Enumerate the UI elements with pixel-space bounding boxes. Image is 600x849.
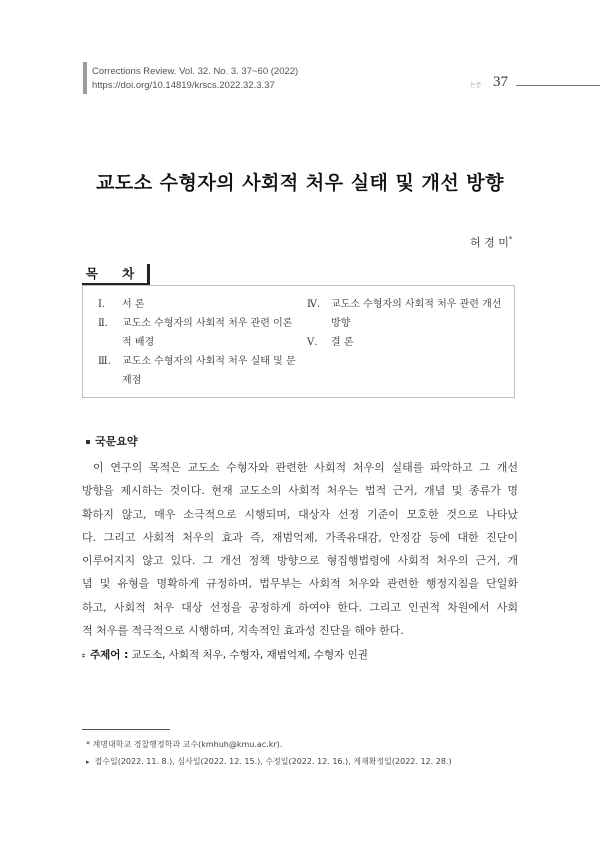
doi-link[interactable]: https://doi.org/10.14819/krscs.2022.32.3.37: [92, 80, 275, 91]
keywords-label: 주제어 :: [90, 649, 129, 661]
footnote-dates: [86, 756, 452, 767]
toc-item-text: 교도소 수형자의 사회적 처우 관련 이론적 배경: [122, 318, 293, 348]
section-marker: 논문: [470, 82, 482, 89]
abstract-line: 방향을 제시하는 것이다. 현재 교도소의 사회적 처우는 법적 근거, 개념 및 종류가 명: [82, 484, 518, 498]
toc-label: 목 차: [85, 266, 145, 281]
keyword-bullet-icon: ⸗: [82, 651, 85, 661]
footnote-rule: [82, 729, 170, 730]
footnote-affiliation: * 계명대학교 경찰행정학과 교수(kmhuh@kmu.ac.kr).: [86, 740, 283, 749]
abstract-line: 하고, 사회적 처우 대상 선정을 공정하게 하여야 한다. 그리고 인권적 차원에서 사회: [82, 600, 518, 614]
keywords-text: 교도소, 사회적 처우, 수형자, 재범억제, 수형자 인권: [131, 649, 368, 661]
toc-item-2: [98, 314, 298, 352]
toc-item-text: 교도소 수형자의 사회적 처우 실태 및 문제점: [122, 356, 296, 386]
toc-item-number: Ⅰ.: [98, 299, 106, 310]
abstract-line: 다. 그리고 사회적 처우의 효과 즉, 재범억제, 가족유대감, 안정감 등에 대한 진단이: [82, 530, 518, 544]
triangle-bullet-icon: ▸: [86, 758, 90, 766]
toc-item-5: [307, 333, 512, 352]
keywords: [82, 647, 368, 662]
abstract-body: [82, 456, 518, 642]
toc-item-text: 교도소 수형자의 사회적 처우 관련 개선 방향: [331, 299, 502, 329]
toc-item-number: Ⅴ.: [307, 337, 318, 348]
author-name: 허 경 미: [470, 236, 509, 249]
toc-item-number: Ⅲ.: [98, 356, 111, 367]
toc-item-1: [98, 295, 298, 314]
author-footnote-mark[interactable]: *: [508, 235, 513, 244]
abstract-line: 이 연구의 목적은 교도소 수형자와 관련한 사회적 처우의 실태를 파악하고 그 개선: [93, 461, 518, 474]
abstract-line: 이루어지지 않고 있다. 그 개선 정책 방향으로 형집행법령에 사회적 처우의 근거, 개: [82, 554, 518, 568]
toc-right-column: [307, 295, 512, 352]
toc-item-3: [98, 352, 298, 390]
abstract-line: 적 처우를 적극적으로 시행하며, 지속적인 효과성 진단을 해야 한다.: [82, 624, 404, 638]
page-number: 37: [493, 74, 508, 90]
abstract-heading: [86, 433, 138, 449]
paper-title: 교도소 수형자의 사회적 처우 실태 및 개선 방향: [95, 172, 505, 194]
footnote-dates-text: 접수일(2022. 11. 8.), 심사일(2022. 12. 15.), 수정일(2022. 12. 16.), 게재확정일(2022. 12. 28.): [94, 757, 452, 766]
running-header: [92, 65, 298, 93]
abstract-heading-text: 국문요약: [95, 435, 138, 448]
toc-item-text: 서 론: [122, 299, 145, 310]
abstract-line: 확하지 않고, 매우 소극적으로 시행되며, 대상자 선정 기준이 모호한 것으로 나타났: [82, 507, 518, 521]
toc-item-number: Ⅳ.: [307, 299, 321, 310]
toc-left-column: [98, 295, 298, 390]
toc-item-number: Ⅱ.: [98, 318, 108, 329]
square-bullet-icon: [86, 440, 90, 444]
journal-citation: Corrections Review. Vol. 32. No. 3. 37~60 (2022): [92, 66, 299, 77]
header-accent-bar: [83, 62, 87, 94]
abstract-line: 념 및 유형을 명확하게 규정하며, 법무부는 사회적 처우와 관련한 행정지침을 단일화: [82, 577, 518, 591]
toc-item-text: 결 론: [331, 337, 354, 348]
author: [470, 234, 512, 250]
toc-item-4: [307, 295, 512, 333]
header-rule: [516, 85, 600, 86]
toc-tab-divider: [147, 264, 150, 284]
